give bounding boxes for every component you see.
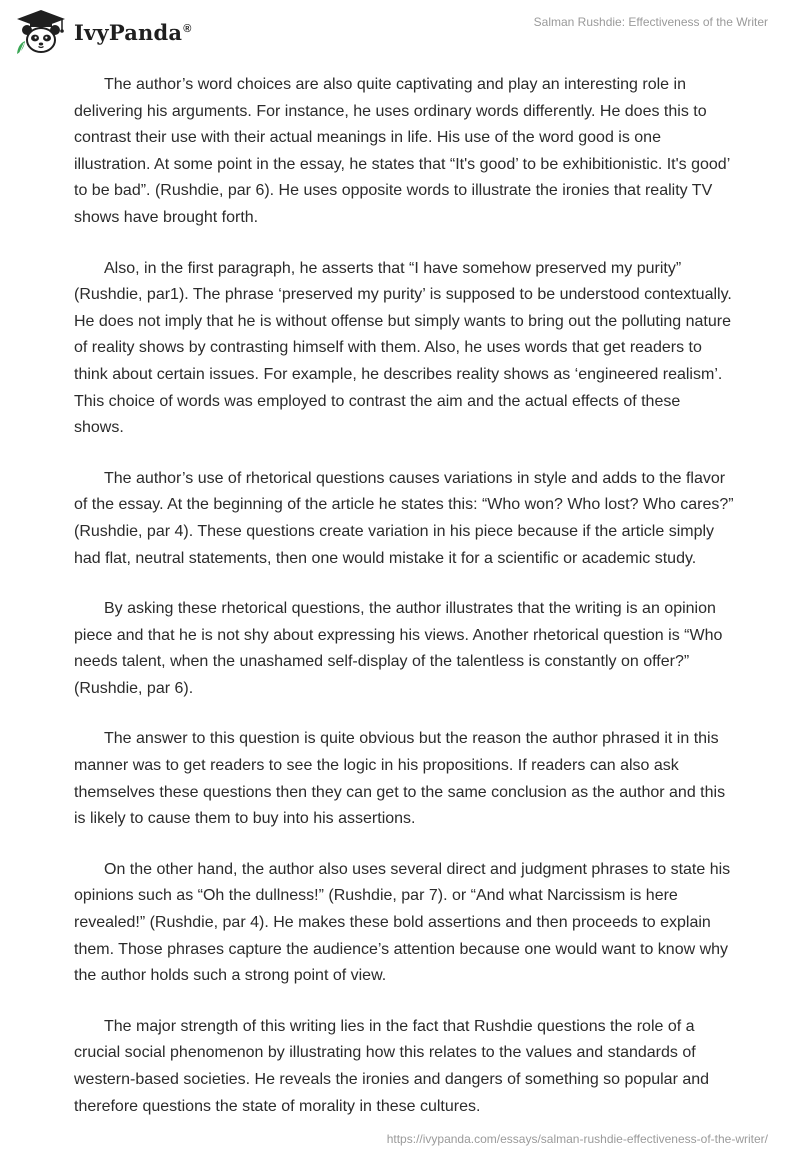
source-url[interactable]: https://ivypanda.com/essays/salman-rushdie-effectiveness-of-the-writer/ xyxy=(386,1132,768,1146)
paragraph: By asking these rhetorical questions, the author illustrates that the writing is an opinion piece and that he is not shy about expressing his views. Another rhetorical question is “Who needs talent, when the unashamed self-display of the talentless is constantly on offer?” (Rushdie, par 6). xyxy=(74,600,723,697)
panda-graduation-cap-icon xyxy=(14,8,68,56)
document-title: Salman Rushdie: Effectiveness of the Writer xyxy=(533,15,768,29)
ivypanda-logo[interactable] xyxy=(14,8,192,56)
paragraph: The author’s word choices are also quite captivating and play an interesting role in delivering his arguments. For instance, he uses ordinary words differently. He does this to contrast their use with their actual meanings in life. His use of the word good is one illustration. At some point in the essay, he states that “It's good’ to be exhibitionistic. It's good’ to be bad”. (Rushdie, par 6). He uses opposite words to illustrate the ironies that reality TV shows have brought forth. xyxy=(74,76,730,226)
paragraph: The author’s use of rhetorical questions causes variations in style and adds to the flavor of the essay. At the beginning of the article he states this: “Who won? Who lost? Who cares?” (Rushdie, par 4). These questions create variation in his piece because if the article simply had flat, neutral statements, then one would mistake it for a scientific or academic study. xyxy=(74,469,734,567)
page-header xyxy=(0,0,800,60)
registered-mark: ® xyxy=(183,22,192,35)
paragraph: Also, in the first paragraph, he asserts that “I have somehow preserved my purity” (Rushdie, par1). The phrase ‘preserved my purity’ is supposed to be understood contextually. He does not imply that he is without offense but simply wants to bring out the polluting nature of reality shows by contrasting himself with them. Also, he uses words that get readers to think about certain issues. For example, he describes reality shows as ‘engineered realism’. This choice of words was employed to contrast the aim and the actual effects of these shows. xyxy=(74,259,732,437)
logo-name: IvyPanda xyxy=(74,19,183,45)
paragraph: The major strength of this writing lies in the fact that Rushdie questions the role of a crucial social phenomenon by illustrating how this relates to the values and standards of western-based societies. He reveals the ironies and dangers of something so popular and therefore questions the state of morality in these cultures. xyxy=(74,1017,710,1115)
paragraph: On the other hand, the author also uses several direct and judgment phrases to state his opinions such as “Oh the dullness!” (Rushdie, par 7). or “And what Narcissism is here revealed!” (Rushdie, par 4). He makes these bold assertions and then proceeds to explain them. Those phrases capture the audience’s attention because one would want to know why the author holds such a strong point of view. xyxy=(74,860,731,985)
paragraph: The answer to this question is quite obvious but the reason the author phrased it in this manner was to get readers to see the logic in his propositions. If readers can also ask themselves these questions then they can get to the same conclusion as the author and this is likely to cause them to buy into his assertions. xyxy=(74,730,726,828)
logo-wordmark xyxy=(74,20,192,45)
essay-body xyxy=(74,72,734,1144)
